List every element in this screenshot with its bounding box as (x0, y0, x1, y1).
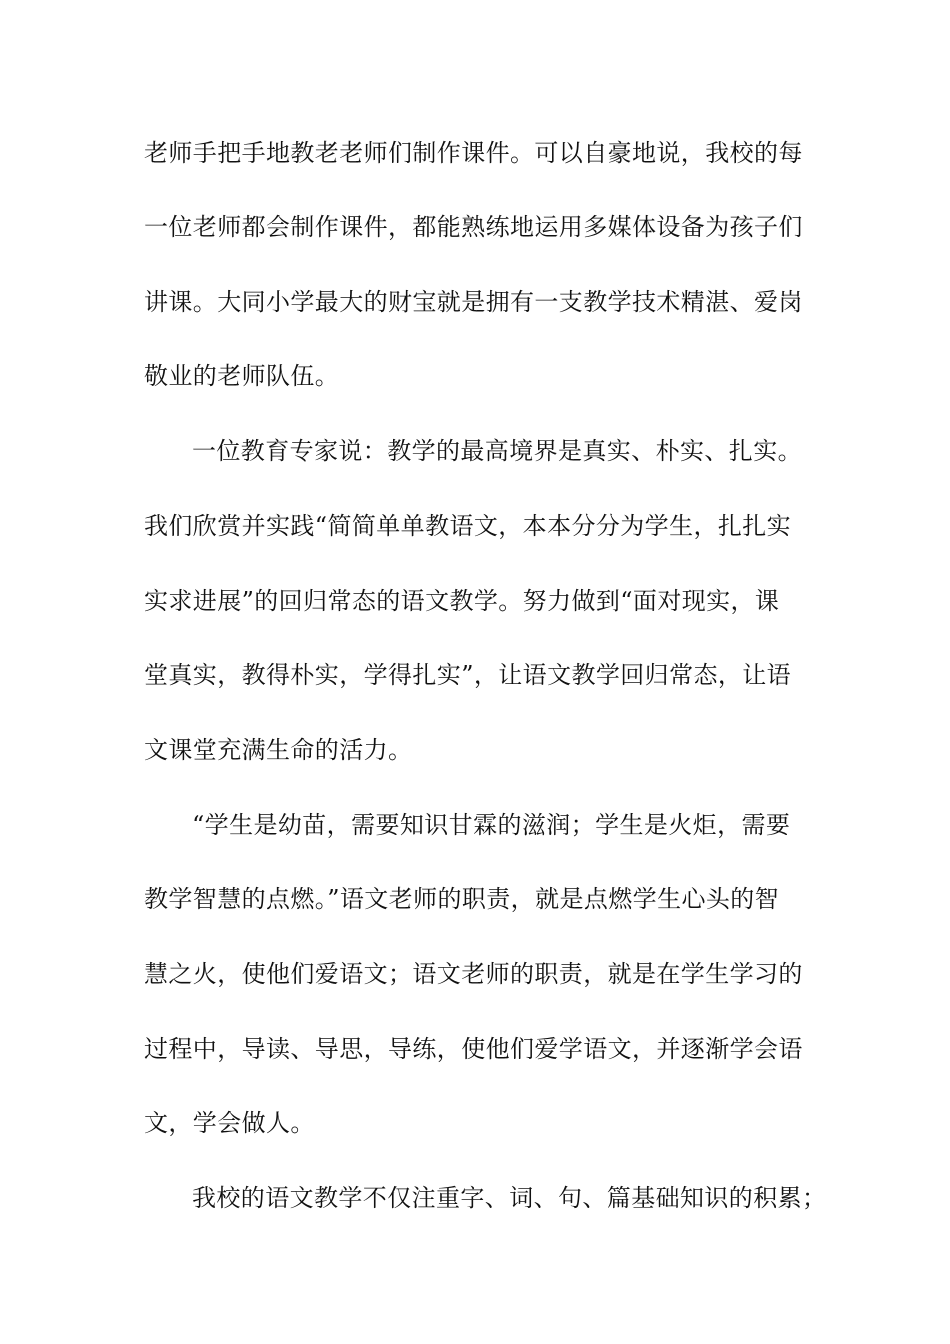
text-line: 讲课。大同小学最大的财宝就是拥有一支教学技术精湛、爱岗 (144, 288, 803, 316)
paragraph-start-line: 我校的语文教学不仅注重字、词、句、篇基础知识的积累； (192, 1184, 827, 1212)
text-line: 文，学会做人。 (144, 1109, 315, 1137)
text-line: 教学智慧的点燃。”语文老师的职责，就是点燃学生心头的智 (144, 885, 780, 913)
text-line: 文课堂充满生命的活力。 (144, 736, 413, 764)
text-line: 一位老师都会制作课件，都能熟练地运用多媒体设备为孩子们 (144, 213, 803, 241)
paragraph-start-line: 一位教育专家说：教学的最高境界是真实、朴实、扎实。 (192, 437, 802, 465)
text-line: 我们欣赏并实践“简简单单教语文，本本分分为学生，扎扎实 (144, 512, 792, 540)
text-line: 实求进展”的回归常态的语文教学。努力做到“面对现实，课 (144, 587, 780, 615)
text-line: 敬业的老师队伍。 (144, 362, 340, 390)
text-line: 堂真实，教得朴实，学得扎实”，让语文教学回归常态，让语 (144, 661, 792, 689)
text-line: 过程中，导读、导思，导练，使他们爱学语文，并逐渐学会语 (144, 1035, 803, 1063)
text-line: 老师手把手地教老老师们制作课件。可以自豪地说，我校的每 (144, 139, 803, 167)
text-line: 慧之火，使他们爱语文；语文老师的职责，就是在学生学习的 (144, 960, 803, 988)
paragraph-start-line: “学生是幼苗，需要知识甘霖的滋润；学生是火炬，需要 (192, 811, 791, 839)
